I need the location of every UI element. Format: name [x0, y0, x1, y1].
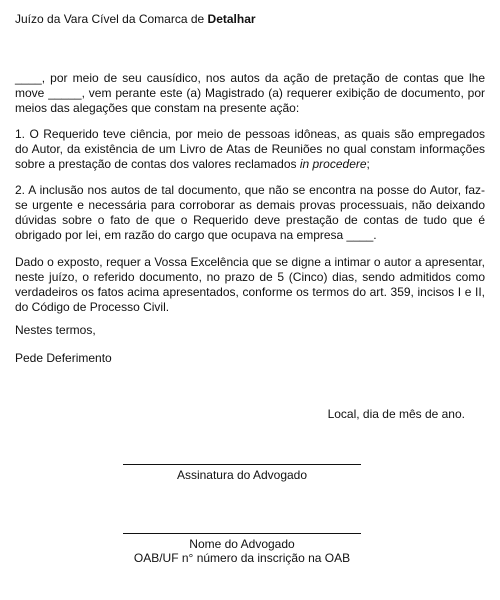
signature-block-lawyer [100, 464, 384, 482]
paragraph-item-1-text: 1. O Requerido teve ciência, por meio de pessoas idôneas, as quais são empregados do Autor, da existência de um Livro de Atas de Reuniões no qual constam informações sobre a prestação de contas dos valores reclamados [15, 127, 485, 171]
request-text: Pede Deferimento [15, 351, 112, 365]
paragraph-item-1 [15, 127, 485, 172]
court-header-text: Juízo da Vara Cível da Comarca de [15, 12, 208, 26]
paragraph-item-1-end: ; [366, 157, 370, 171]
closing-text: Nestes termos, [15, 323, 96, 337]
signature-line [123, 464, 361, 465]
oab-label: OAB/UF n° número da inscrição na OAB [133, 551, 351, 565]
request-paragraph: Dado o exposto, requer a Vossa Excelência que se digne a intimar o autor a apresentar, neste juízo, o referido documento, no prazo de 5 (Cinco) dias, sendo admitidos como verdadeiros os fatos acima apresentados, conforme os termos do art. 359, incisos I e II, do Código de Processo Civil. [15, 255, 485, 314]
signature-block-name [100, 533, 384, 565]
intro-paragraph: ____, por meio de seu causídico, nos autos da ação de pretação de contas que lhe move _____, vem perante este (a) Magistrado (a) requerer exibição de documento, por meios das alegações que constam na presente ação: [15, 71, 485, 115]
court-header [15, 12, 485, 27]
paragraph-item-2: 2. A inclusão nos autos de tal documento, que não se encontra na posse do Autor, faz-se urgente e necessária para corroborar as demais provas processuais, não deixando dúvidas sobre o fato de que o Requerido deve prestação de contas de tudo que é obrigado por lei, em razão do cargo que ocupava na empresa ____. [15, 183, 485, 242]
signature-label: Assinatura do Advogado [176, 468, 308, 482]
court-header-bold: Detalhar [207, 12, 256, 26]
place-date-line: Local, dia de mês de ano. [327, 407, 465, 421]
paragraph-item-1-italic: in procedere [299, 157, 367, 171]
signature-line [123, 533, 361, 534]
lawyer-name-label: Nome do Advogado [189, 537, 295, 551]
